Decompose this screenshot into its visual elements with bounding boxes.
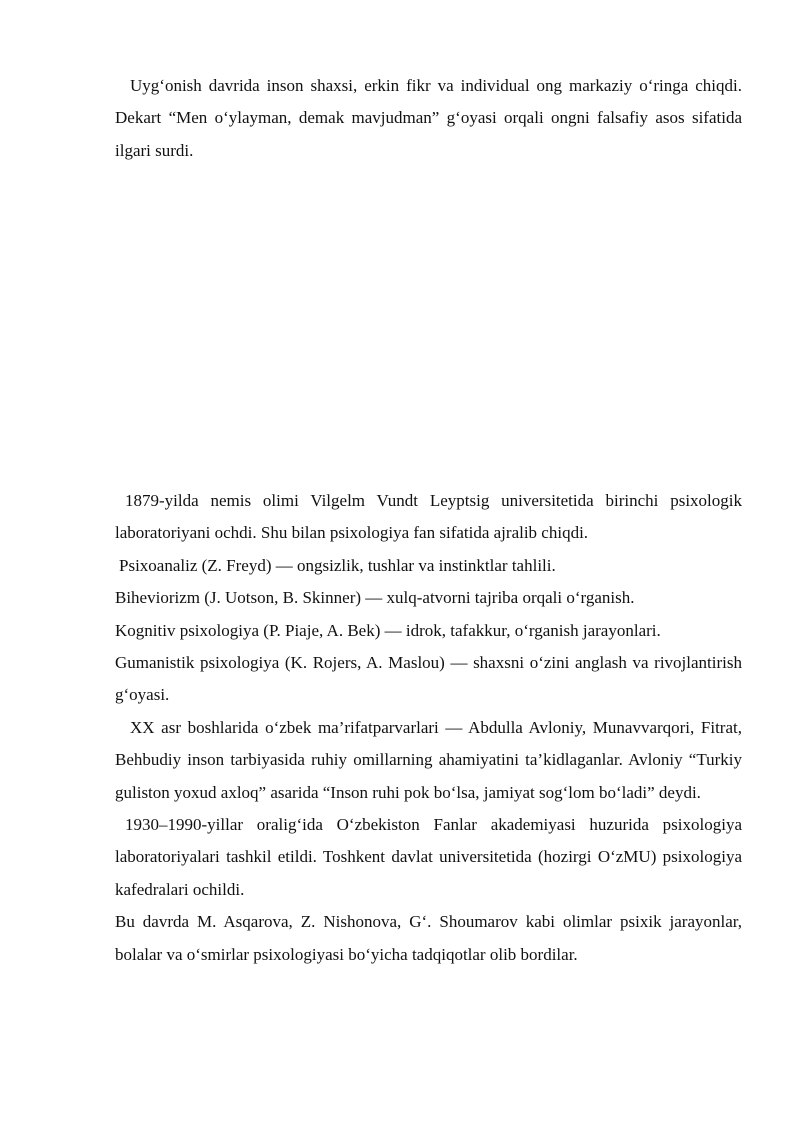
paragraph-behaviorism: Biheviorizm (J. Uotson, B. Skinner) — xulq-atvorni tajriba orqali o‘rganish. xyxy=(115,588,635,608)
paragraph-renaissance: Uyg‘onish davrida inson shaxsi, erkin fikr va individual ong markaziy o‘ringa chiqdi. Dekart “Men o‘ylayman, demak mavjudman” g‘oyasi orqali ongni falsafiy asos sifatida ilgari surdi. xyxy=(115,76,742,160)
paragraph-wundt: 1879-yilda nemis olimi Vilgelm Vundt Leyptsig universitetida birinchi psixologik laboratoriyani ochdi. Shu bilan psixologiya fan sifatida ajralib chiqdi. xyxy=(115,491,742,543)
paragraph-uzbek-enlighteners: XX asr boshlarida o‘zbek ma’rifatparvarlari — Abdulla Avloniy, Munavvarqori, Fitrat, Behbudiy inson tarbiyasida ruhiy omillarning ahamiyatini ta’kidlaganlar. Avloniy “Turkiy guliston yoxud axloq” asarida “Inson ruhi pok bo‘lsa, jamiyat sog‘lom bo‘ladi” deydi. xyxy=(115,717,742,802)
top-text-block xyxy=(115,70,742,167)
paragraph-academy-labs: 1930–1990-yillar oralig‘ida O‘zbekiston Fanlar akademiyasi huzurida psixologiya laboratoriyalari tashkil etildi. Toshkent davlat universitetida (hozirgi O‘zMU) psixologiya kafedralari ochildi. xyxy=(115,815,742,899)
bottom-text-block xyxy=(115,485,742,971)
paragraph-psychoanalysis: Psixoanaliz (Z. Freyd) — ongsizlik, tushlar va instinktlar tahlili. xyxy=(119,555,556,575)
paragraph-scholars: Bu davrda M. Asqarova, Z. Nishonova, G‘. Shoumarov kabi olimlar psixik jarayonlar, bolalar va o‘smirlar psixologiyasi bo‘yicha tadqiqotlar olib bordilar. xyxy=(115,912,742,964)
paragraph-cognitive: Kognitiv psixologiya (P. Piaje, A. Bek) — idrok, tafakkur, o‘rganish jarayonlari. xyxy=(115,620,661,640)
paragraph-humanistic: Gumanistik psixologiya (K. Rojers, A. Maslou) — shaxsni o‘zini anglash va rivojlantirish g‘oyasi. xyxy=(115,653,742,705)
